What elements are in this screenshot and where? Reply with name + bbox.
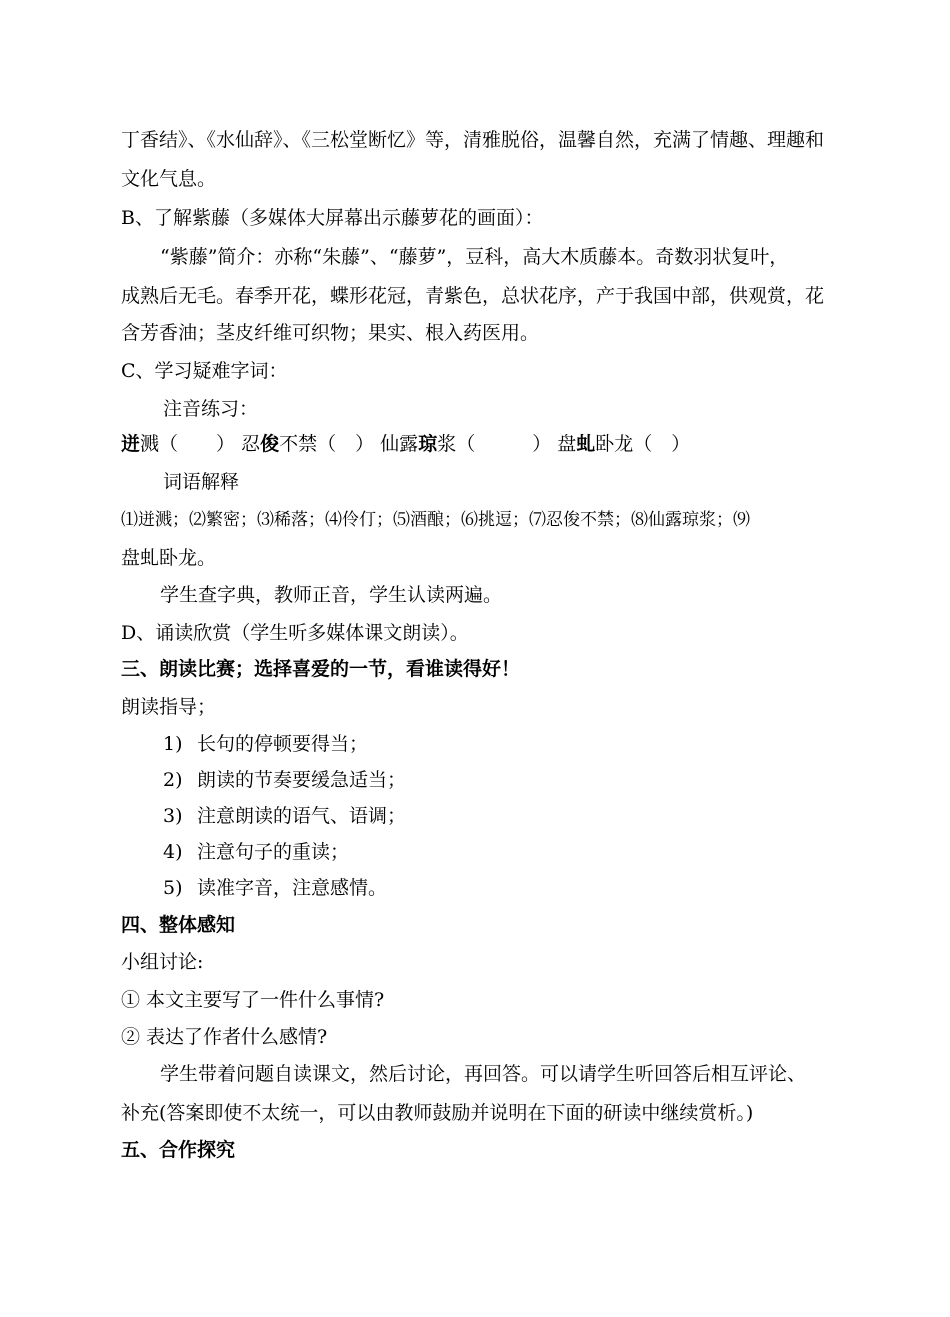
heading-4: 四、整体感知 [121, 914, 236, 936]
guide-item: 5) 读准字音，注意感情。 [163, 877, 388, 899]
chazidian-line: 学生查字典，教师正音，学生认读两遍。 [160, 584, 503, 606]
intro-line: 丁香结》、《水仙辞》、《三松堂断忆》等，清雅脱俗，温馨自然，充满了情趣、理趣和 [121, 129, 825, 151]
guide-item: 2) 朗读的节奏要缓急适当； [163, 769, 407, 791]
section-b-title: B、了解紫藤（多媒体大屏幕出示藤萝花的画面）： [121, 207, 544, 229]
section-d-title: D、诵读欣赏（学生听多媒体课文朗读）。 [121, 622, 469, 644]
intro-line: 文化气息。 [121, 168, 217, 190]
heading-3: 三、朗读比赛；选择喜爱的一节，看谁读得好！ [121, 658, 521, 680]
zhuyin-item: 盘虬卧龙（ ） [557, 433, 691, 455]
ciyu-line: ⑴迸溅；⑵繁密；⑶稀落；⑷伶仃；⑸酒酿；⑹挑逗；⑺忍俊不禁；⑻仙露琼浆；⑼ [121, 510, 750, 530]
guide-item: 1) 长句的停顿要得当； [163, 733, 369, 755]
ziteng-line: 成熟后无毛。春季开花，蝶形花冠，青紫色，总状花序，产于我国中部，供观赏，花 [121, 285, 825, 307]
zhuyin-label: 注音练习： [163, 398, 259, 420]
discuss-label: 小组讨论: [121, 951, 204, 973]
ziteng-line: “紫藤”简介：亦称“朱藤”、“藤萝”，豆科，高大木质藤本。奇数羽状复叶， [160, 246, 789, 268]
answer-line: 补充(答案即使不太统一，可以由教师鼓励并说明在下面的研读中继续赏析。) [121, 1102, 754, 1124]
zhuyin-item: 仙露琼浆（ ） [380, 433, 552, 455]
zhuyin-item: 忍俊不禁（ ） [241, 433, 375, 455]
question-item: ① 本文主要写了一件什么事情? [121, 989, 385, 1011]
guide-item: 4) 注意句子的重读； [163, 841, 350, 863]
question-item: ② 表达了作者什么感情? [121, 1026, 328, 1048]
guide-label: 朗读指导； [121, 696, 217, 718]
zhuyin-item: 迸溅（ ） [121, 433, 236, 455]
section-c-title: C、学习疑难字词： [121, 360, 288, 382]
answer-line: 学生带着问题自读课文，然后讨论，再回答。可以请学生听回答后相互评论、 [160, 1063, 807, 1085]
zhuyin-exercise-line [121, 432, 836, 456]
ciyu-line: 盘虬卧龙。 [121, 547, 217, 569]
ziteng-line: 含芳香油；茎皮纤维可织物；果实、根入药医用。 [121, 322, 540, 344]
ciyu-label: 词语解释 [163, 471, 240, 493]
heading-5: 五、合作探究 [121, 1139, 236, 1161]
guide-item: 3) 注意朗读的语气、语调； [163, 805, 407, 827]
